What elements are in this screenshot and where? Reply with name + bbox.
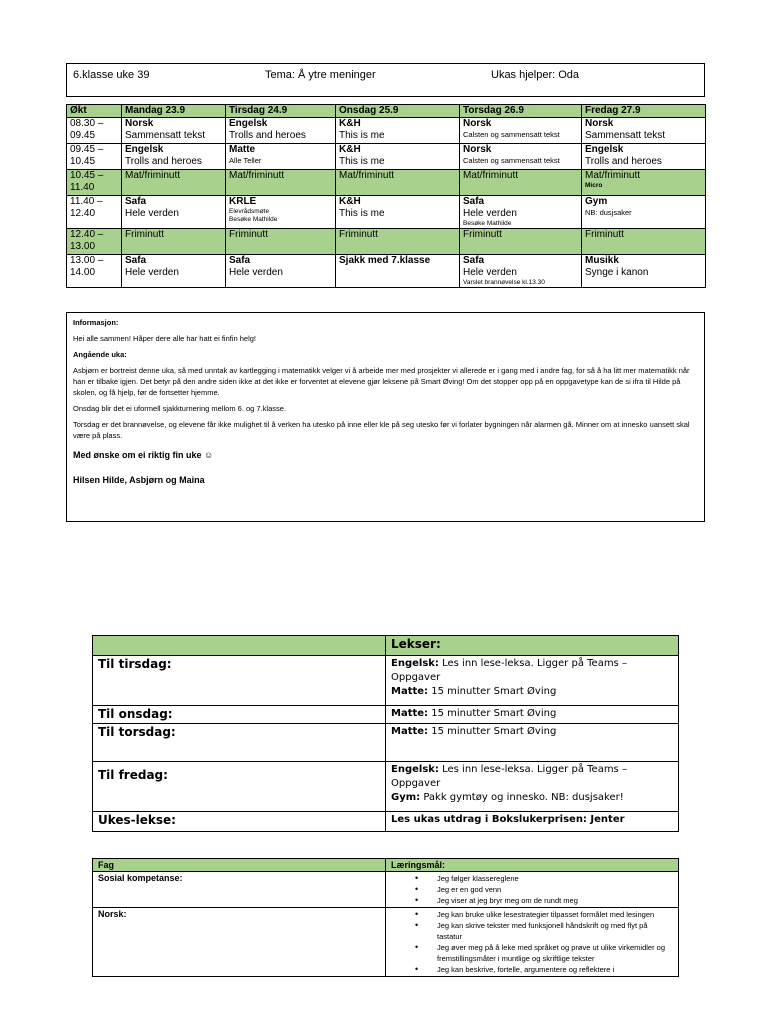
lesson-line: Trolls and heroes bbox=[229, 130, 306, 141]
homework-table bbox=[92, 635, 679, 832]
goal-subject: Norsk: bbox=[93, 908, 386, 977]
lesson-line: Safa bbox=[125, 255, 147, 266]
lesson-cell bbox=[226, 170, 336, 196]
lesson-line: Calsten og sammensatt tekst bbox=[463, 156, 560, 165]
homework-subject: Matte: bbox=[391, 726, 429, 737]
lesson-line: Safa bbox=[125, 196, 147, 207]
homework-row bbox=[93, 656, 679, 706]
lesson-cell bbox=[582, 196, 706, 229]
lesson-line: Friminutt bbox=[229, 229, 268, 240]
lesson-line: Calsten og sammensatt tekst bbox=[463, 130, 560, 139]
homework-line bbox=[391, 777, 673, 791]
lesson-line: Friminutt bbox=[463, 229, 502, 240]
schedule-row bbox=[67, 196, 706, 229]
goal-list bbox=[391, 873, 673, 906]
homework-subject: Engelsk: bbox=[391, 658, 439, 669]
class-week-label: 6.klasse uke 39 bbox=[73, 69, 150, 81]
lesson-cell bbox=[582, 170, 706, 196]
info-wish: Med ønske om ei riktig fin uke ☺ bbox=[73, 450, 214, 460]
lesson-line: Hele verden bbox=[125, 267, 179, 278]
lesson-line: Engelsk bbox=[229, 118, 268, 129]
lesson-cell bbox=[226, 196, 336, 229]
helper-label: Ukas hjelper: Oda bbox=[491, 69, 580, 81]
homework-header-empty bbox=[93, 636, 386, 656]
lesson-cell bbox=[582, 255, 706, 288]
lesson-cell bbox=[226, 118, 336, 144]
lesson-line: Engelsk bbox=[125, 144, 164, 155]
schedule-table bbox=[66, 104, 706, 288]
lesson-line: Besøke Mathilde bbox=[463, 220, 512, 227]
lesson-cell bbox=[582, 229, 706, 255]
lesson-line: Engelsk bbox=[585, 144, 624, 155]
lesson-cell bbox=[122, 229, 226, 255]
lesson-cell bbox=[122, 118, 226, 144]
lesson-line: K&H bbox=[339, 144, 361, 155]
homework-text: 15 minutter Smart Øving bbox=[428, 708, 557, 719]
lesson-line: Trolls and heroes bbox=[585, 156, 662, 167]
lesson-cell bbox=[336, 118, 460, 144]
time-line: 12.40 bbox=[70, 208, 96, 219]
lesson-line: Sjakk med 7.klasse bbox=[339, 255, 431, 266]
homework-text: Oppgaver bbox=[391, 778, 441, 789]
info-paragraph: Torsdag er det brannøvelse, og elevene får ikke mulighet til å verken ha utesko på inne eller kle på seg utesko før vi forlater bygningen når alarmen gå. Minner om at innesko uansett skal være på plass. bbox=[73, 420, 690, 440]
lesson-cell bbox=[460, 229, 582, 255]
lesson-line: Sammensatt tekst bbox=[585, 130, 666, 141]
lesson-line: Mat/friminutt bbox=[339, 170, 395, 181]
goal-item: • Jeg øver meg på å leke med språket og prøve ut ulike virkemidler og fremstillingsmåter i muntlige og skriftlige tekster bbox=[437, 942, 673, 964]
schedule-header-cell: Økt bbox=[67, 105, 122, 118]
lesson-line: Safa bbox=[229, 255, 251, 266]
info-greeting: Hei alle sammen! Håper dere alle har hatt ei finfin helg! bbox=[73, 334, 257, 343]
homework-content bbox=[386, 656, 679, 706]
goals-header-goals: Læringsmål: bbox=[386, 859, 679, 872]
homework-content bbox=[386, 724, 679, 762]
lesson-line: Friminutt bbox=[585, 229, 624, 240]
lesson-line: Alle Teller bbox=[229, 156, 262, 165]
learning-goals-table bbox=[92, 858, 679, 977]
homework-text: 15 minutter Smart Øving bbox=[428, 686, 557, 697]
time-line: 13.00 bbox=[70, 241, 96, 252]
lesson-line: Norsk bbox=[463, 144, 492, 155]
time-line: 10.45 bbox=[70, 156, 96, 167]
lesson-line: Mat/friminutt bbox=[463, 170, 519, 181]
lesson-cell bbox=[582, 144, 706, 170]
lesson-line: Trolls and heroes bbox=[125, 156, 202, 167]
homework-text: Les inn lese-leksa. Ligger på Teams – bbox=[438, 764, 627, 775]
time-line: 09.45 bbox=[70, 130, 96, 141]
goal-item: • Jeg kan bruke ulike lesestrategier tilpasset formålet med lesingen bbox=[437, 909, 673, 920]
goal-row bbox=[93, 908, 679, 977]
goal-list-cell bbox=[386, 908, 679, 977]
schedule-header-cell: Fredag 27.9 bbox=[582, 105, 706, 118]
lesson-line: Friminutt bbox=[125, 229, 164, 240]
lesson-line: Hele verden bbox=[463, 267, 517, 278]
lesson-cell bbox=[336, 196, 460, 229]
homework-subject: Les ukas utdrag i Bokslukerprisen: Jenter bbox=[391, 814, 625, 825]
lesson-line: K&H bbox=[339, 118, 361, 129]
time-line: 13.00 – bbox=[70, 255, 104, 266]
lesson-line: KRLE bbox=[229, 196, 257, 207]
schedule-row bbox=[67, 118, 706, 144]
goal-item: • Jeg er en god venn bbox=[437, 884, 673, 895]
lesson-cell bbox=[122, 170, 226, 196]
homework-header: Lekser: bbox=[386, 636, 679, 656]
time-line: 09.45 – bbox=[70, 144, 104, 155]
homework-line bbox=[391, 725, 673, 739]
homework-day-label: Til torsdag: bbox=[93, 724, 386, 762]
time-cell bbox=[67, 229, 122, 255]
homework-day-label: Til tirsdag: bbox=[93, 656, 386, 706]
homework-subject: Matte: bbox=[391, 708, 429, 719]
homework-row bbox=[93, 812, 679, 832]
goal-item: • Jeg kan skrive tekster med funksjonell håndskrift og med flyt på tastatur bbox=[437, 920, 673, 942]
lesson-line: Mat/friminutt bbox=[585, 170, 641, 181]
schedule-row bbox=[67, 255, 706, 288]
lesson-cell bbox=[336, 229, 460, 255]
lesson-cell bbox=[122, 144, 226, 170]
homework-text: 15 minutter Smart Øving bbox=[428, 726, 557, 737]
homework-line bbox=[391, 671, 673, 685]
homework-line bbox=[391, 791, 673, 805]
theme-label: Tema: Å ytre meninger bbox=[265, 69, 376, 81]
time-line: 11.40 bbox=[70, 182, 95, 193]
lesson-line: Mat/friminutt bbox=[229, 170, 285, 181]
schedule-row bbox=[67, 229, 706, 255]
lesson-cell bbox=[460, 255, 582, 288]
lesson-line: Musikk bbox=[585, 255, 619, 266]
homework-line bbox=[391, 813, 673, 827]
lesson-cell bbox=[122, 196, 226, 229]
schedule-header-cell: Tirsdag 24.9 bbox=[226, 105, 336, 118]
lesson-cell bbox=[336, 170, 460, 196]
lesson-line: This is me bbox=[339, 156, 385, 167]
lesson-line: This is me bbox=[339, 130, 385, 141]
homework-content bbox=[386, 706, 679, 724]
homework-text: Oppgaver bbox=[391, 672, 441, 683]
lesson-line: Matte bbox=[229, 144, 256, 155]
lesson-cell bbox=[460, 144, 582, 170]
goal-list-cell bbox=[386, 872, 679, 908]
schedule-row bbox=[67, 170, 706, 196]
lesson-line: Elevrådsmøte bbox=[229, 208, 270, 215]
info-paragraph: Onsdag blir det ei uformell sjakkturnering mellom 6. og 7.klasse. bbox=[73, 404, 287, 413]
lesson-line: Varslet brannøvelse kl.13.30 bbox=[463, 279, 545, 286]
lesson-cell bbox=[226, 255, 336, 288]
lesson-line: Safa bbox=[463, 255, 485, 266]
goal-row bbox=[93, 872, 679, 908]
info-title: Informasjon: bbox=[73, 318, 119, 327]
week-header bbox=[66, 63, 705, 97]
information-box bbox=[66, 312, 705, 522]
homework-day-label: Til fredag: bbox=[93, 762, 386, 812]
homework-line bbox=[391, 707, 673, 721]
schedule-header-cell: Torsdag 26.9 bbox=[460, 105, 582, 118]
homework-row bbox=[93, 724, 679, 762]
lesson-line: Sammensatt tekst bbox=[125, 130, 206, 141]
lesson-line: Safa bbox=[463, 196, 485, 207]
time-cell bbox=[67, 118, 122, 144]
time-line: 11.40 – bbox=[70, 196, 103, 207]
lesson-cell bbox=[226, 144, 336, 170]
schedule-header-cell: Mandag 23.9 bbox=[122, 105, 226, 118]
homework-subject: Engelsk: bbox=[391, 764, 439, 775]
homework-line bbox=[391, 763, 673, 777]
lesson-line: Norsk bbox=[125, 118, 154, 129]
homework-line bbox=[391, 739, 673, 753]
homework-line bbox=[391, 685, 673, 699]
goal-subject: Sosial kompetanse: bbox=[93, 872, 386, 908]
lesson-line: Gym bbox=[585, 196, 608, 207]
lesson-line: Synge i kanon bbox=[585, 267, 649, 278]
schedule-header-cell: Onsdag 25.9 bbox=[336, 105, 460, 118]
info-week-title: Angående uka: bbox=[73, 350, 127, 359]
homework-day-label: Til onsdag: bbox=[93, 706, 386, 724]
goal-list bbox=[391, 909, 673, 975]
homework-subject: Matte: bbox=[391, 686, 429, 697]
homework-content bbox=[386, 812, 679, 832]
time-cell bbox=[67, 144, 122, 170]
lesson-line: NB: dusjsaker bbox=[585, 208, 632, 217]
lesson-cell bbox=[336, 144, 460, 170]
goal-item: • Jeg følger klassereglene bbox=[437, 873, 673, 884]
goals-header-subject: Fag bbox=[93, 859, 386, 872]
lesson-line: Norsk bbox=[463, 118, 492, 129]
lesson-cell bbox=[460, 196, 582, 229]
goal-item: • Jeg viser at jeg bryr meg om de rundt meg bbox=[437, 895, 673, 906]
lesson-cell bbox=[336, 255, 460, 288]
lesson-line: Micro bbox=[585, 182, 603, 189]
lesson-cell bbox=[122, 255, 226, 288]
time-line: 08.30 – bbox=[70, 118, 104, 129]
homework-content bbox=[386, 762, 679, 812]
homework-line bbox=[391, 657, 673, 671]
homework-text: Les inn lese-leksa. Ligger på Teams – bbox=[438, 658, 627, 669]
lesson-line: Hele verden bbox=[463, 208, 517, 219]
lesson-line: Hele verden bbox=[229, 267, 283, 278]
lesson-line: Norsk bbox=[585, 118, 614, 129]
homework-subject: Gym: bbox=[391, 792, 421, 803]
lesson-cell bbox=[460, 170, 582, 196]
lesson-cell bbox=[460, 118, 582, 144]
lesson-line: Hele verden bbox=[125, 208, 179, 219]
lesson-cell bbox=[582, 118, 706, 144]
info-signature: Hilsen Hilde, Asbjørn og Maina bbox=[73, 475, 205, 485]
time-line: 14.00 bbox=[70, 267, 96, 278]
lesson-cell bbox=[226, 229, 336, 255]
homework-row bbox=[93, 706, 679, 724]
info-paragraph: Asbjørn er bortreist denne uka, så med unntak av kartlegging i matematikk velger vi å arbeide mer med prosjekter vi allerede er i gang med i andre fag, for så å ha litt mer matematikk når han er tilbake igjen. Det betyr på den andre siden ikke at det ikke er forventet at elevene gjør leksene på Smart Øving! Om det stopper opp på en oppgavetype kan de si ifra til Hilde på skolen, og få hjelp, før de fortsetter hjemme. bbox=[73, 366, 690, 397]
lesson-line: This is me bbox=[339, 208, 385, 219]
schedule-header-row bbox=[67, 105, 706, 118]
time-cell bbox=[67, 196, 122, 229]
time-cell bbox=[67, 255, 122, 288]
time-cell bbox=[67, 170, 122, 196]
lesson-line: Friminutt bbox=[339, 229, 378, 240]
time-line: 10.45 – bbox=[70, 170, 104, 181]
lesson-line: K&H bbox=[339, 196, 361, 207]
lesson-line: Besøke Mathilde bbox=[229, 216, 278, 223]
homework-text: Pakk gymtøy og innesko. NB: dusjsaker! bbox=[420, 792, 624, 803]
homework-row bbox=[93, 762, 679, 812]
goal-item: • Jeg kan beskrive, fortelle, argumentere og reflektere i bbox=[437, 964, 673, 975]
homework-day-label: Ukes-lekse: bbox=[93, 812, 386, 832]
schedule-row bbox=[67, 144, 706, 170]
time-line: 12.40 – bbox=[70, 229, 104, 240]
lesson-line: Mat/friminutt bbox=[125, 170, 181, 181]
